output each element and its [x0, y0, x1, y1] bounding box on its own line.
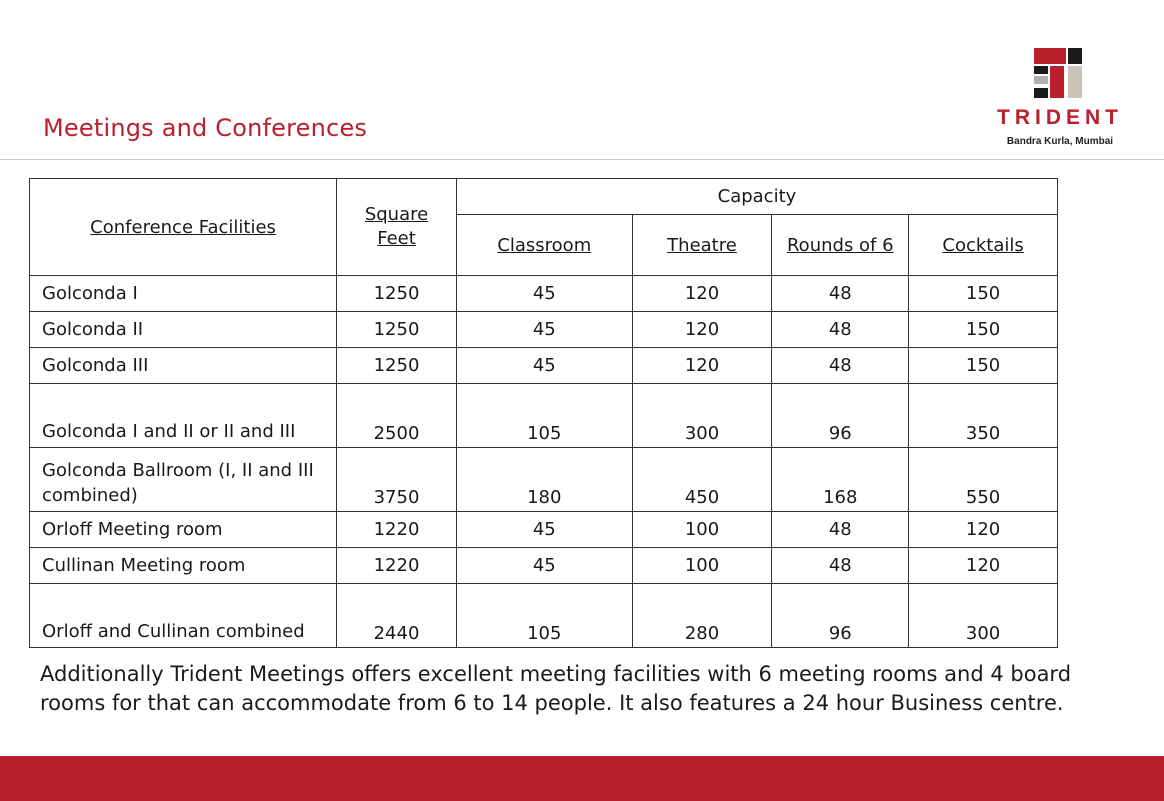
classroom-capacity: 105 — [456, 384, 632, 448]
additional-facilities-note: Additionally Trident Meetings offers excellent meeting facilities with 6 meeting rooms and 4 board rooms for that can accommodate from 6 to 14 people. It also features a 24 hour Business centre. — [40, 662, 1072, 715]
rounds-capacity: 48 — [772, 548, 909, 584]
cocktails-capacity: 300 — [909, 584, 1058, 648]
rounds-capacity: 96 — [772, 584, 909, 648]
facility-name: Cullinan Meeting room — [30, 548, 337, 584]
theatre-capacity: 300 — [632, 384, 772, 448]
logo-location: Bandra Kurla, Mumbai — [1006, 136, 1114, 147]
rounds-header-label: Rounds of 6 — [786, 234, 894, 256]
facility-name: Orloff and Cullinan combined — [30, 584, 337, 648]
table-header-row — [30, 179, 1058, 215]
trident-logo — [990, 46, 1130, 150]
rounds-capacity: 48 — [772, 348, 909, 384]
cocktails-capacity: 150 — [909, 312, 1058, 348]
classroom-capacity: 45 — [456, 548, 632, 584]
rounds-capacity: 168 — [772, 448, 909, 512]
facility-name: Orloff Meeting room — [30, 512, 337, 548]
square-feet: 1250 — [337, 312, 457, 348]
theatre-capacity: 120 — [632, 276, 772, 312]
rounds-capacity: 96 — [772, 384, 909, 448]
classroom-header — [456, 215, 632, 276]
classroom-capacity: 45 — [456, 512, 632, 548]
theatre-capacity: 450 — [632, 448, 772, 512]
square-feet: 3750 — [337, 448, 457, 512]
square-feet: 1250 — [337, 348, 457, 384]
table-row — [30, 384, 1058, 448]
theatre-capacity: 120 — [632, 348, 772, 384]
table-row — [30, 512, 1058, 548]
cocktails-capacity: 120 — [909, 548, 1058, 584]
cocktails-capacity: 150 — [909, 276, 1058, 312]
header-divider — [0, 159, 1164, 160]
theatre-capacity: 120 — [632, 312, 772, 348]
theatre-header — [632, 215, 772, 276]
table-row — [30, 312, 1058, 348]
rounds-capacity: 48 — [772, 512, 909, 548]
cocktails-capacity: 120 — [909, 512, 1058, 548]
capacity-header: Capacity — [456, 179, 1057, 215]
table-row — [30, 584, 1058, 648]
rounds-capacity: 48 — [772, 312, 909, 348]
classroom-capacity: 45 — [456, 312, 632, 348]
facility-name: Golconda I and II or II and III — [30, 384, 337, 448]
theatre-capacity: 100 — [632, 548, 772, 584]
cocktails-capacity: 150 — [909, 348, 1058, 384]
classroom-capacity: 45 — [456, 276, 632, 312]
cocktails-capacity: 350 — [909, 384, 1058, 448]
facility-header — [30, 179, 337, 276]
cocktails-header — [909, 215, 1058, 276]
square-feet: 1250 — [337, 276, 457, 312]
theatre-capacity: 100 — [632, 512, 772, 548]
square-feet: 1220 — [337, 512, 457, 548]
facilities-table — [29, 178, 1058, 648]
theatre-capacity: 280 — [632, 584, 772, 648]
footer-bar — [0, 756, 1164, 801]
classroom-header-label: Classroom — [497, 234, 592, 256]
table-row — [30, 448, 1058, 512]
facility-name: Golconda I — [30, 276, 337, 312]
facility-name: Golconda III — [30, 348, 337, 384]
table-row — [30, 548, 1058, 584]
rounds-header — [772, 215, 909, 276]
cocktails-header-label: Cocktails — [942, 234, 1024, 256]
square-feet: 1220 — [337, 548, 457, 584]
logo-wordmark: TRIDENT — [997, 106, 1123, 129]
facility-name: Golconda Ballroom (I, II and III combined) — [30, 448, 337, 512]
rounds-capacity: 48 — [772, 276, 909, 312]
classroom-capacity: 180 — [456, 448, 632, 512]
table-row — [30, 348, 1058, 384]
table-row — [30, 276, 1058, 312]
square-feet-header — [337, 179, 457, 276]
square-feet-header-label: Square Feet — [364, 204, 429, 249]
classroom-capacity: 45 — [456, 348, 632, 384]
theatre-header-label: Theatre — [667, 234, 737, 256]
square-feet: 2500 — [337, 384, 457, 448]
square-feet: 2440 — [337, 584, 457, 648]
page-title: Meetings and Conferences — [43, 114, 368, 142]
facility-header-label: Conference Facilities — [90, 216, 276, 238]
classroom-capacity: 105 — [456, 584, 632, 648]
cocktails-capacity: 550 — [909, 448, 1058, 512]
trident-logo-icon — [1034, 48, 1084, 98]
facility-name: Golconda II — [30, 312, 337, 348]
